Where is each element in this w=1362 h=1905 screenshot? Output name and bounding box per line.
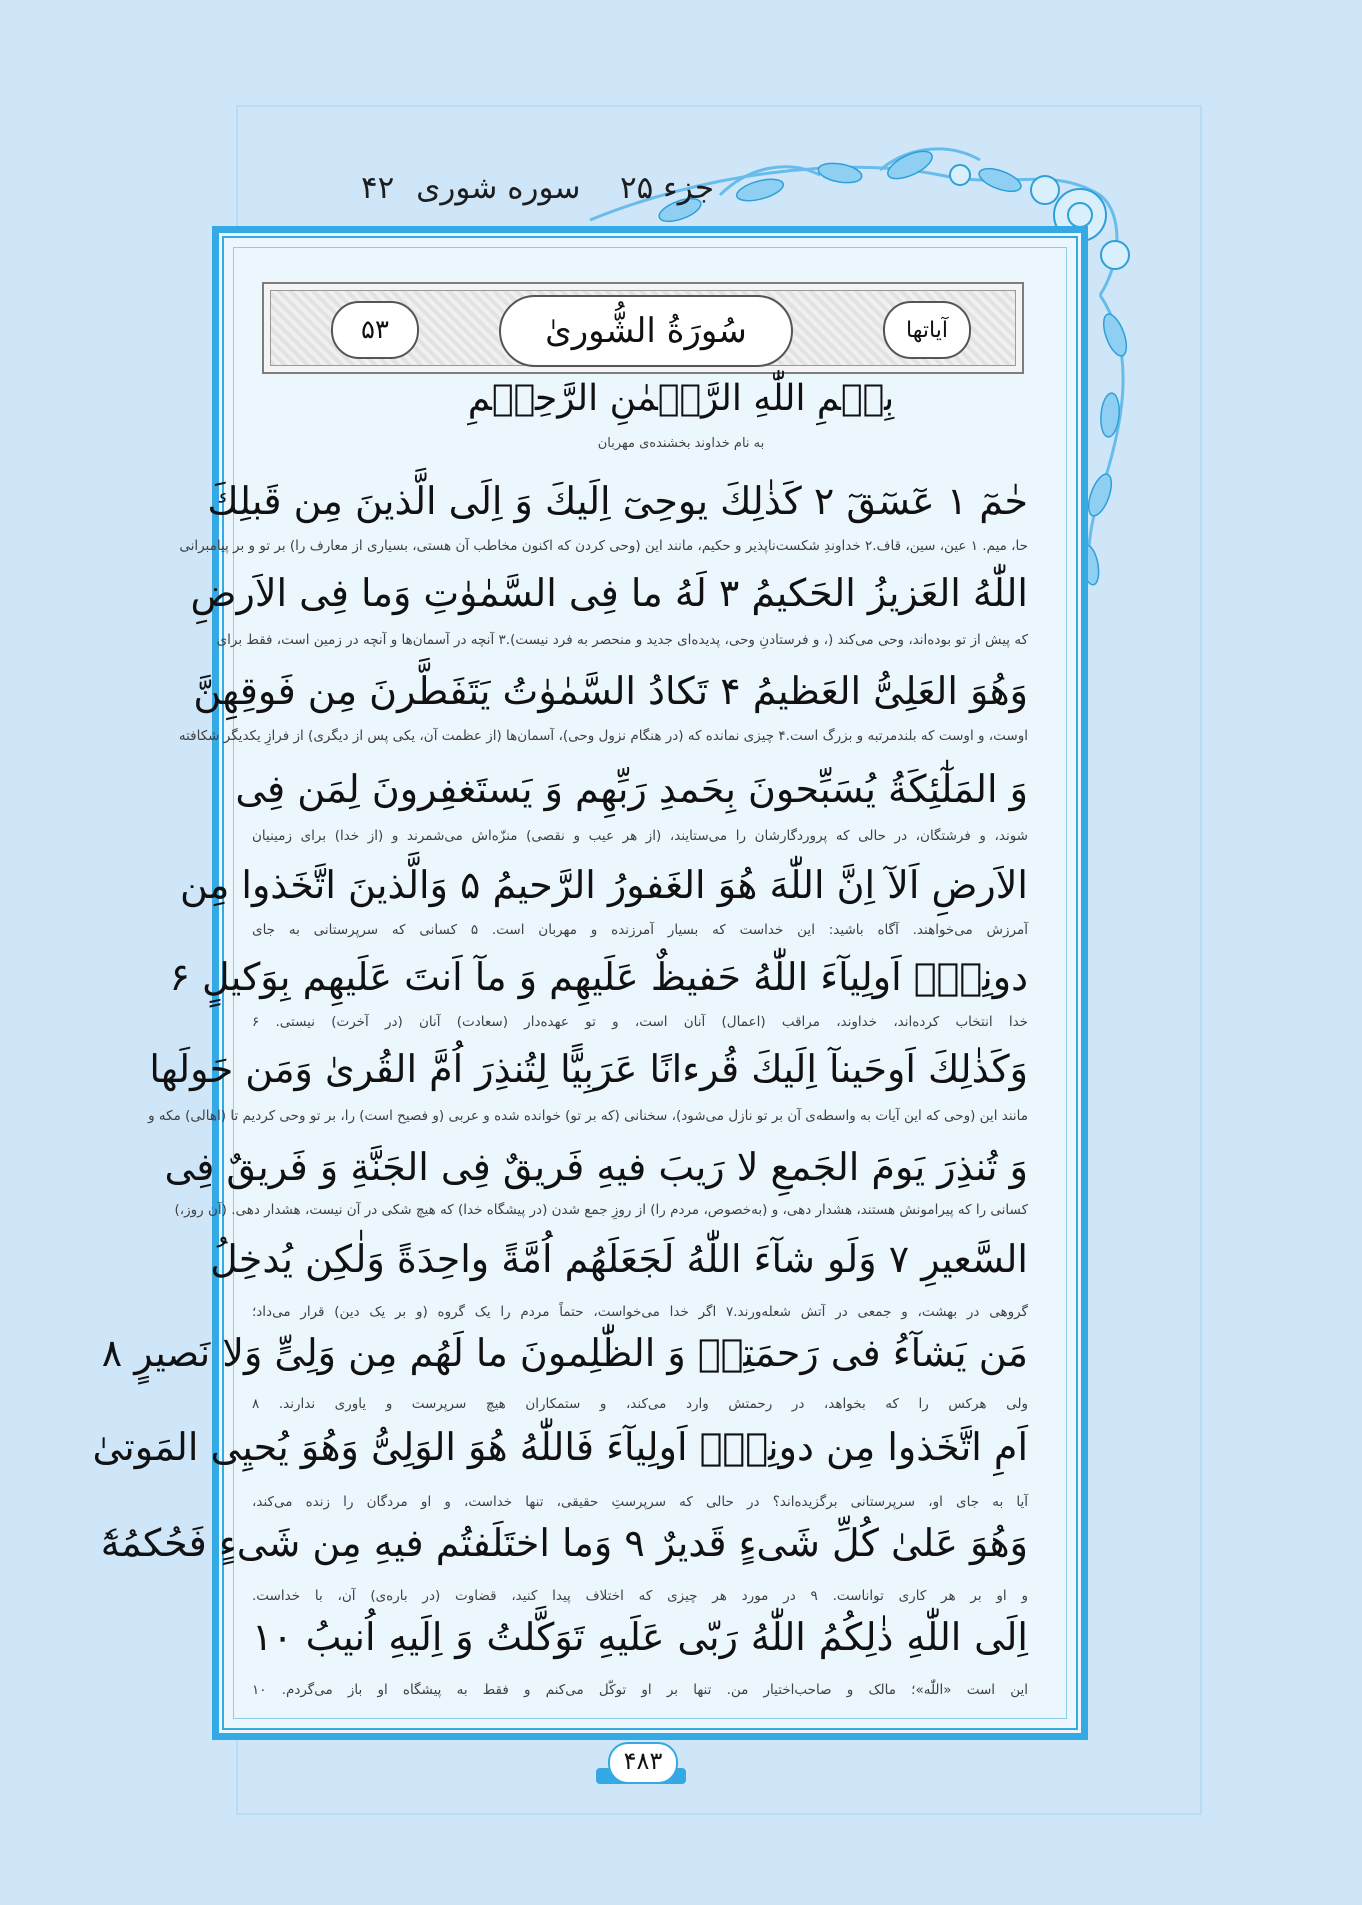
verse-line: وَ تُنذِرَ یَومَ الجَمعِ لا رَیبَ فیهِ فَریقٌ فِی الجَنَّةِ وَ فَریقٌ فِی [164, 1145, 1028, 1189]
verse-translation: گروهی در بهشت، و جمعی در آتش شعله‌ورند.۷ اگر خدا می‌خواست، حتماً مردم را یک گروه (و بر یک دین) قرار می‌داد؛ [252, 1304, 1028, 1320]
verse-line: وَ المَلٰٓئِكَةُ یُسَبِّحونَ بِحَمدِ رَبِّهِم وَ یَستَغفِرونَ لِمَن فِی [235, 767, 1028, 811]
verse-translation: و او بر هر کاری تواناست. ۹ در مورد هر چیزی که اختلاف پیدا کنید، قضاوت (در باره‌ی) آن، با خداست. [252, 1588, 1028, 1604]
verse-translation: شوند، و فرشتگان، در حالی که پروردگارشان را می‌ستایند، (از هر عیب و نقصی) منزّه‌اش می‌شمرند و (از خدا) برای زمینیان [252, 828, 1028, 844]
verse-line: اللّٰهُ العَزیزُ الحَكیمُ ۳ لَهُ ما فِی السَّمٰوٰتِ وَما فِی الاَرضِ [190, 571, 1028, 615]
verse-line: وَهُوَ عَلىٰ كُلِّ شَیءٍ قَدیرٌ ۹ وَما اختَلَفتُم فیهِ مِن شَیءٍ فَحُكمُهٗٓ [100, 1521, 1028, 1565]
verse-translation: خدا انتخاب کرده‌اند، خداوند، مراقب (اعمال) آنان است، و تو عهده‌دار (سعادت) آنان (در آخرت) نیستی. ۶ [252, 1014, 1028, 1030]
bismillah: بِسۡمِ اللّٰهِ الرَّحۡمٰنِ الرَّحِیۡمِ [467, 378, 895, 419]
title-panel-pattern [270, 290, 1016, 366]
verse-line: دونِهٖٓ اَولِیآءَ اللّٰهُ حَفیظٌ عَلَیهِم وَ مآ اَنتَ عَلَیهِم بِوَكیلٍ ۶ [169, 955, 1028, 999]
verse-line: مَن یَشآءُ فی رَحمَتِهٖ وَ الظّٰلِمونَ ما لَهُم مِن وَلِیٍّ وَلا نَصیرٍ ۸ [101, 1331, 1028, 1375]
ayat-label: آیاتها [883, 301, 971, 359]
page-number: ۴۸۳ [608, 1742, 678, 1784]
verse-translation: مانند این (وحی که این آیات به واسطه‌ی آن بر تو نازل می‌شود)، سخنانی (که بر تو) خوانده شده و عربی (و فصیح است) را، بر تو وحی کردیم تا (اهالی) مکه و [148, 1108, 1028, 1124]
surah-number: ۴۲ [361, 170, 395, 206]
verse-translation: ولی هرکس را که بخواهد، در رحمتش وارد می‌کند، و ستمکاران هیچ سرپرست و یاوری ندارند. ۸ [252, 1396, 1028, 1412]
verse-translation: این است «اللّٰه»؛ مالک و صاحب‌اختیار من. تنها بر او توکّل می‌کنم و فقط به پیشگاه او باز می‌گردم. ۱۰ [252, 1682, 1028, 1698]
verse-line: وَكَذٰلِكَ اَوحَینآ اِلَیكَ قُرءانًا عَرَبِیًّا لِتُنذِرَ اُمَّ القُرىٰ وَمَن حَولَها [149, 1047, 1028, 1091]
verse-translation: که پیش از تو بوده‌اند، وحی می‌کند (، و فرستادنِ وحی، پدیده‌ای جدید و منحصر به فرد نیست).۳ آنچه در آسمان‌ها و آنچه در زمین است، فقط برای [216, 632, 1028, 648]
verse-line: اِلَى اللّٰهِ ذٰلِكُمُ اللّٰهُ رَبّی عَلَیهِ تَوَكَّلتُ وَ اِلَیهِ اُنیبُ ۱۰ [252, 1615, 1028, 1659]
verse-translation: آیا به جای او، سرپرستانی برگزیده‌اند؟ در حالی که سرپرستِ حقیقی، تنها خداست، و او مردگان را زنده می‌کند، [252, 1494, 1028, 1510]
verse-translation: حا، میم. ۱ عین، سین، قاف.۲ خداوندِ شکست‌ناپذیر و حکیم، مانند این (وحی کردن که اکنون مخاطب آن هستی، بسیاری از معارف را) بر تو و بر پیامبرانی [179, 538, 1028, 554]
surah-title: سُورَةُ الشُّورىٰ [499, 295, 793, 367]
verse-line: اَمِ اتَّخَذوا مِن دونِهٖٓ اَولِیآءَ فَاللّٰهُ هُوَ الوَلِیُّ وَهُوَ یُحیِی المَوتىٰ [92, 1425, 1028, 1469]
surah-header [355, 170, 586, 206]
surah-title-panel [262, 282, 1024, 374]
verse-translation: آمرزش می‌خواهند. آگاه باشید: این خداست که بسیار آمرزنده و مهربان است. ۵ کسانی که سرپرستانی به جای [252, 922, 1028, 938]
verse-line: السَّعیرِ ۷ وَلَو شآءَ اللّٰهُ لَجَعَلَهُم اُمَّةً واحِدَةً وَلٰكِن یُدخِلُ [210, 1237, 1028, 1281]
verse-line: الاَرضِ اَلآ اِنَّ اللّٰهَ هُوَ الغَفورُ الرَّحیمُ ۵ وَالَّذینَ اتَّخَذوا مِن [180, 863, 1028, 907]
bismillah-translation: به نام خداوند بخشنده‌ی مهربان [597, 436, 765, 451]
verse-translation: کسانی را که پیرامونش هستند، هشدار دهی، و (به‌خصوص، مردم را) از روزِ جمع شدن (در پیشگاه خدا) که هیچ شکی در آن نیست، هشدار دهی. (آن روز،) [174, 1202, 1028, 1218]
verse-line: وَهُوَ العَلِیُّ العَظیمُ ۴ تَكادُ السَّمٰوٰتُ یَتَفَطَّرنَ مِن فَوقِهِنَّ [193, 669, 1028, 713]
verse-line: حٰمٓ ۱ عٓسٓقٓ ۲ كَذٰلِكَ یوحِیٓ اِلَیكَ وَ اِلَی الَّذینَ مِن قَبلِكَ [207, 479, 1028, 523]
juz-label: جزء ۲۵ [620, 170, 715, 206]
surah-label: سوره شوری [416, 170, 581, 206]
ayat-count: ۵۳ [331, 301, 419, 359]
verse-translation: اوست، و اوست که بلندمرتبه و بزرگ است.۴ چیزی نمانده که (در هنگام نزول وحی)، آسمان‌ها (از عظمت آن، یکی پس از دیگری) از فرازِ یکدیگر شکافته [178, 728, 1028, 744]
